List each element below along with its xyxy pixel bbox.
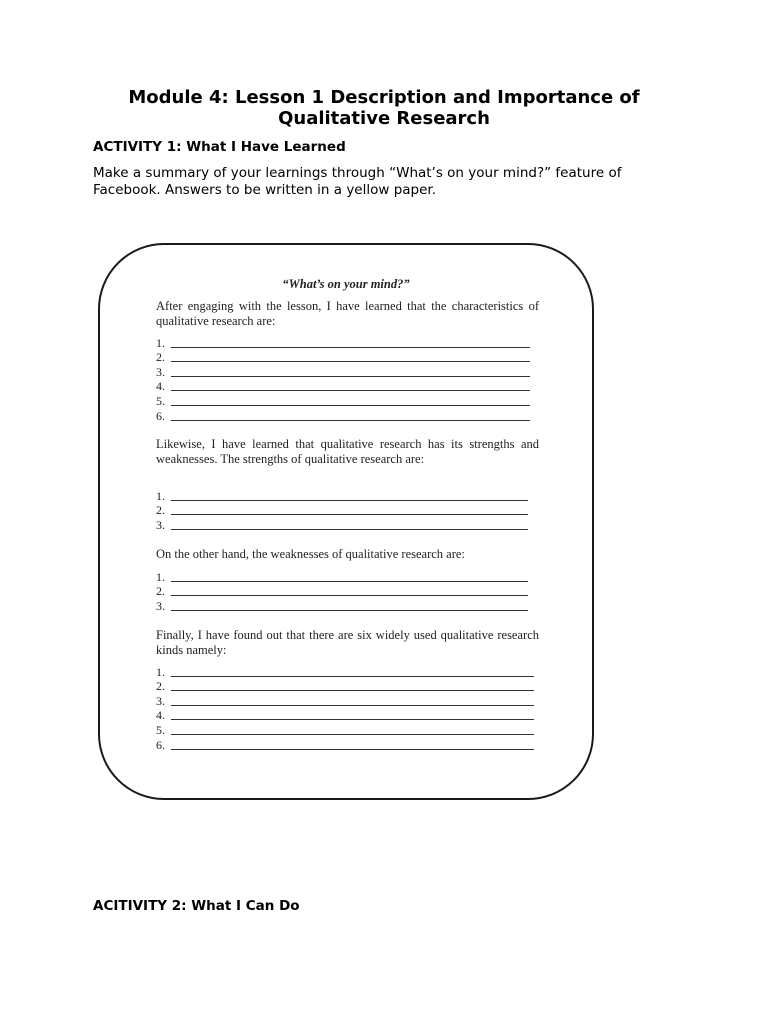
answer-blank-row <box>156 393 530 408</box>
activity-2-heading: ACITIVITY 2: What I Can Do <box>93 898 300 914</box>
answer-blank-line <box>171 689 534 691</box>
weaknesses-prompt: On the other hand, the weaknesses of qualitative research are: <box>156 547 465 561</box>
answer-blank-line <box>171 580 528 582</box>
blank-number: 2. <box>156 503 165 518</box>
answer-blank-line <box>171 360 530 362</box>
characteristics-prompt: After engaging with the lesson, I have learned that the characteristics of qualitative research are: <box>156 299 539 328</box>
answer-blank-row <box>156 584 528 599</box>
answer-blank-line <box>171 513 528 515</box>
answer-blank-line <box>171 375 530 377</box>
blank-number: 1. <box>156 335 165 350</box>
blank-number: 5. <box>156 393 165 408</box>
activity-1-instructions: Make a summary of your learnings through “What’s on your mind?” feature of Facebook. Answers to be written in a yellow paper. <box>93 165 622 198</box>
page-title-line-1: Module 4: Lesson 1 Description and Importance of <box>128 87 640 108</box>
blank-number: 1. <box>156 569 165 584</box>
blank-number: 4. <box>156 379 165 394</box>
weaknesses-blank-list <box>156 569 528 613</box>
worksheet-image <box>98 243 594 800</box>
answer-blank-row <box>156 569 528 584</box>
blank-number: 3. <box>156 364 165 379</box>
answer-blank-row <box>156 693 534 708</box>
worksheet-heading: “What’s on your mind?” <box>282 277 410 291</box>
answer-blank-line <box>171 346 530 348</box>
characteristics-blank-list <box>156 335 530 423</box>
blank-number: 5. <box>156 722 165 737</box>
blank-number: 6. <box>156 408 165 423</box>
answer-blank-row <box>156 708 534 723</box>
blank-number: 1. <box>156 488 165 503</box>
answer-blank-row <box>156 335 530 350</box>
answer-blank-row <box>156 517 528 532</box>
answer-blank-line <box>171 404 530 406</box>
answer-blank-row <box>156 503 528 518</box>
answer-blank-line <box>171 594 528 596</box>
kinds-blank-list <box>156 664 534 752</box>
blank-number: 1. <box>156 664 165 679</box>
strengths-blank-list <box>156 488 528 532</box>
blank-number: 3. <box>156 693 165 708</box>
answer-blank-row <box>156 408 530 423</box>
blank-number: 3. <box>156 598 165 613</box>
answer-blank-row <box>156 679 534 694</box>
answer-blank-line <box>171 419 530 421</box>
answer-blank-row <box>156 488 528 503</box>
answer-blank-line <box>171 704 534 706</box>
answer-blank-line <box>171 389 530 391</box>
blank-number: 2. <box>156 350 165 365</box>
answer-blank-row <box>156 350 530 365</box>
answer-blank-row <box>156 379 530 394</box>
answer-blank-line <box>171 718 534 720</box>
page-title-line-2: Qualitative Research <box>278 108 490 129</box>
blank-number: 2. <box>156 679 165 694</box>
answer-blank-line <box>171 528 528 530</box>
strengths-prompt: Likewise, I have learned that qualitative research has its strengths and weaknesses. The strengths of qualitative research are: <box>156 437 539 466</box>
answer-blank-line <box>171 748 534 750</box>
blank-number: 2. <box>156 584 165 599</box>
answer-blank-line <box>171 609 528 611</box>
answer-blank-line <box>171 499 528 501</box>
answer-blank-row <box>156 722 534 737</box>
answer-blank-row <box>156 598 528 613</box>
blank-number: 6. <box>156 737 165 752</box>
answer-blank-line <box>171 733 534 735</box>
kinds-prompt: Finally, I have found out that there are six widely used qualitative research kinds namely: <box>156 628 539 657</box>
blank-number: 4. <box>156 708 165 723</box>
blank-number: 3. <box>156 517 165 532</box>
answer-blank-row <box>156 364 530 379</box>
answer-blank-row <box>156 737 534 752</box>
activity-1-heading: ACTIVITY 1: What I Have Learned <box>93 139 346 155</box>
answer-blank-line <box>171 675 534 677</box>
answer-blank-row <box>156 664 534 679</box>
